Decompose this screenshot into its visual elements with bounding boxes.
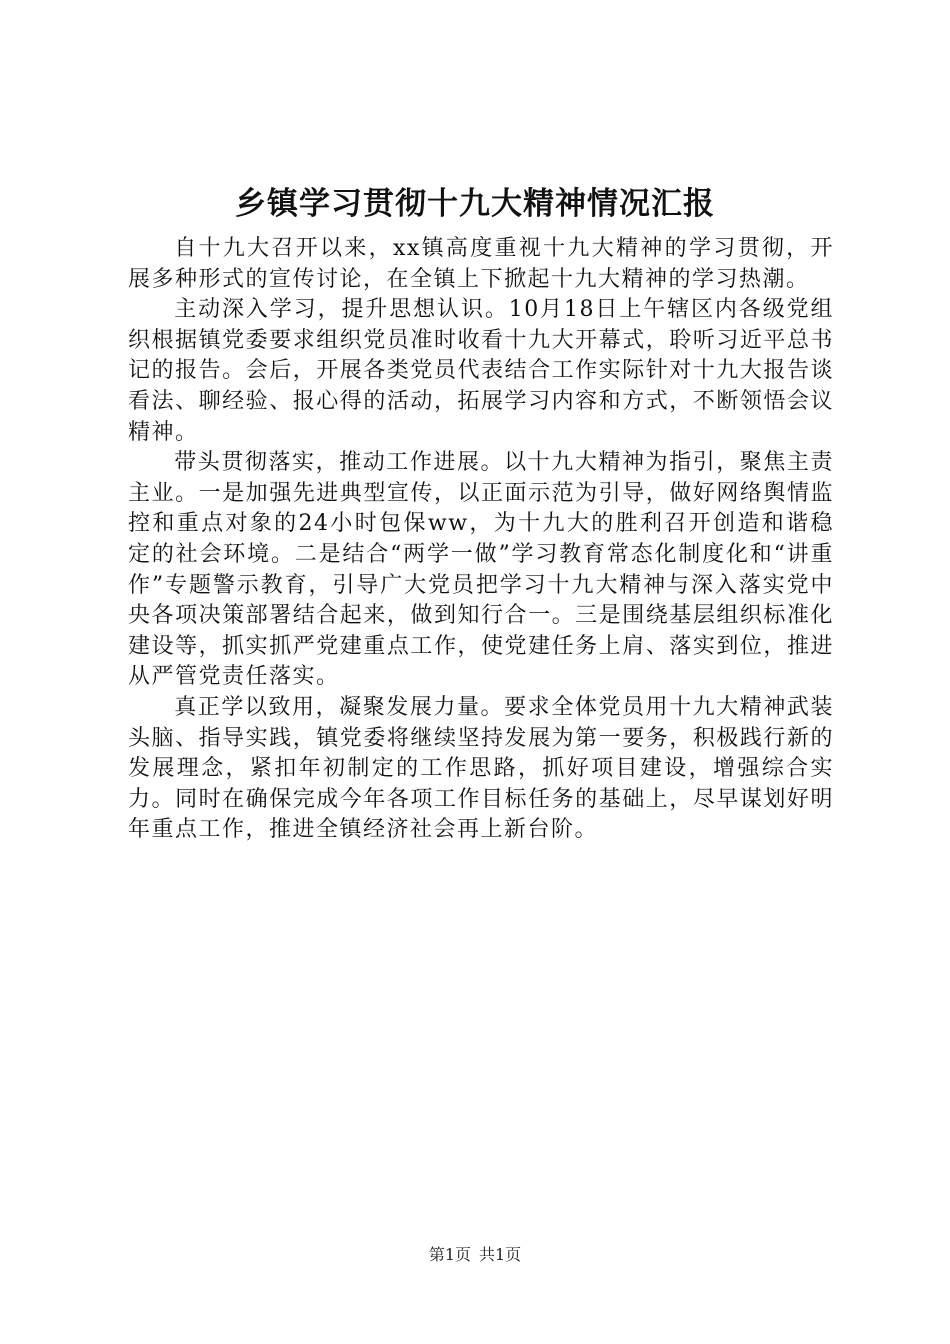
paragraph-study: 主动深入学习，提升思想认识。10月18日上午辖区内各级党组织根据镇党委要求组织党员准时收看十九大开幕式，聆听习近平总书记的报告。会后，开展各类党员代表结合工作实际针对十九大报告谈看法、聊经验、报心得的活动，拓展学习内容和方式，不断领悟会议精神。 <box>128 297 834 445</box>
page-number: 第1页 <box>428 1245 471 1264</box>
page-footer <box>0 1244 950 1266</box>
document-body <box>128 234 834 846</box>
paragraph-intro: 自十九大召开以来，xx镇高度重视十九大精神的学习贯彻，开展多种形式的宣传讨论，在全镇上下掀起十九大精神的学习热潮。 <box>128 236 834 292</box>
paragraph-implementation: 带头贯彻落实，推动工作进展。以十九大精神为指引，聚焦主责主业。一是加强先进典型宣传，以正面示范为引导，做好网络舆情监控和重点对象的24小时包保ww，为十九大的胜利召开创造和谐稳定的社会环境。二是结合“两学一做”学习教育常态化制度化和“讲重作”专题警示教育，引导广大党员把学习十九大精神与深入落实党中央各项决策部署结合起来，做到知行合一。三是围绕基层组织标准化建设等，抓实抓严党建重点工作，使党建任务上肩、落实到位，推进从严管党责任落实。 <box>128 450 834 690</box>
document-title: 乡镇学习贯彻十九大精神情况汇报 <box>235 186 715 222</box>
paragraph-application: 真正学以致用，凝聚发展力量。要求全体党员用十九大精神武装头脑、指导实践，镇党委将继续坚持发展为第一要务，积极践行新的发展理念，紧扣年初制定的工作思路，抓好项目建设，增强综合实力。同时在确保完成今年各项工作目标任务的基础上，尽早谋划好明年重点工作，推进全镇经济社会再上新台阶。 <box>128 694 834 843</box>
page-count: 共1页 <box>479 1245 522 1264</box>
